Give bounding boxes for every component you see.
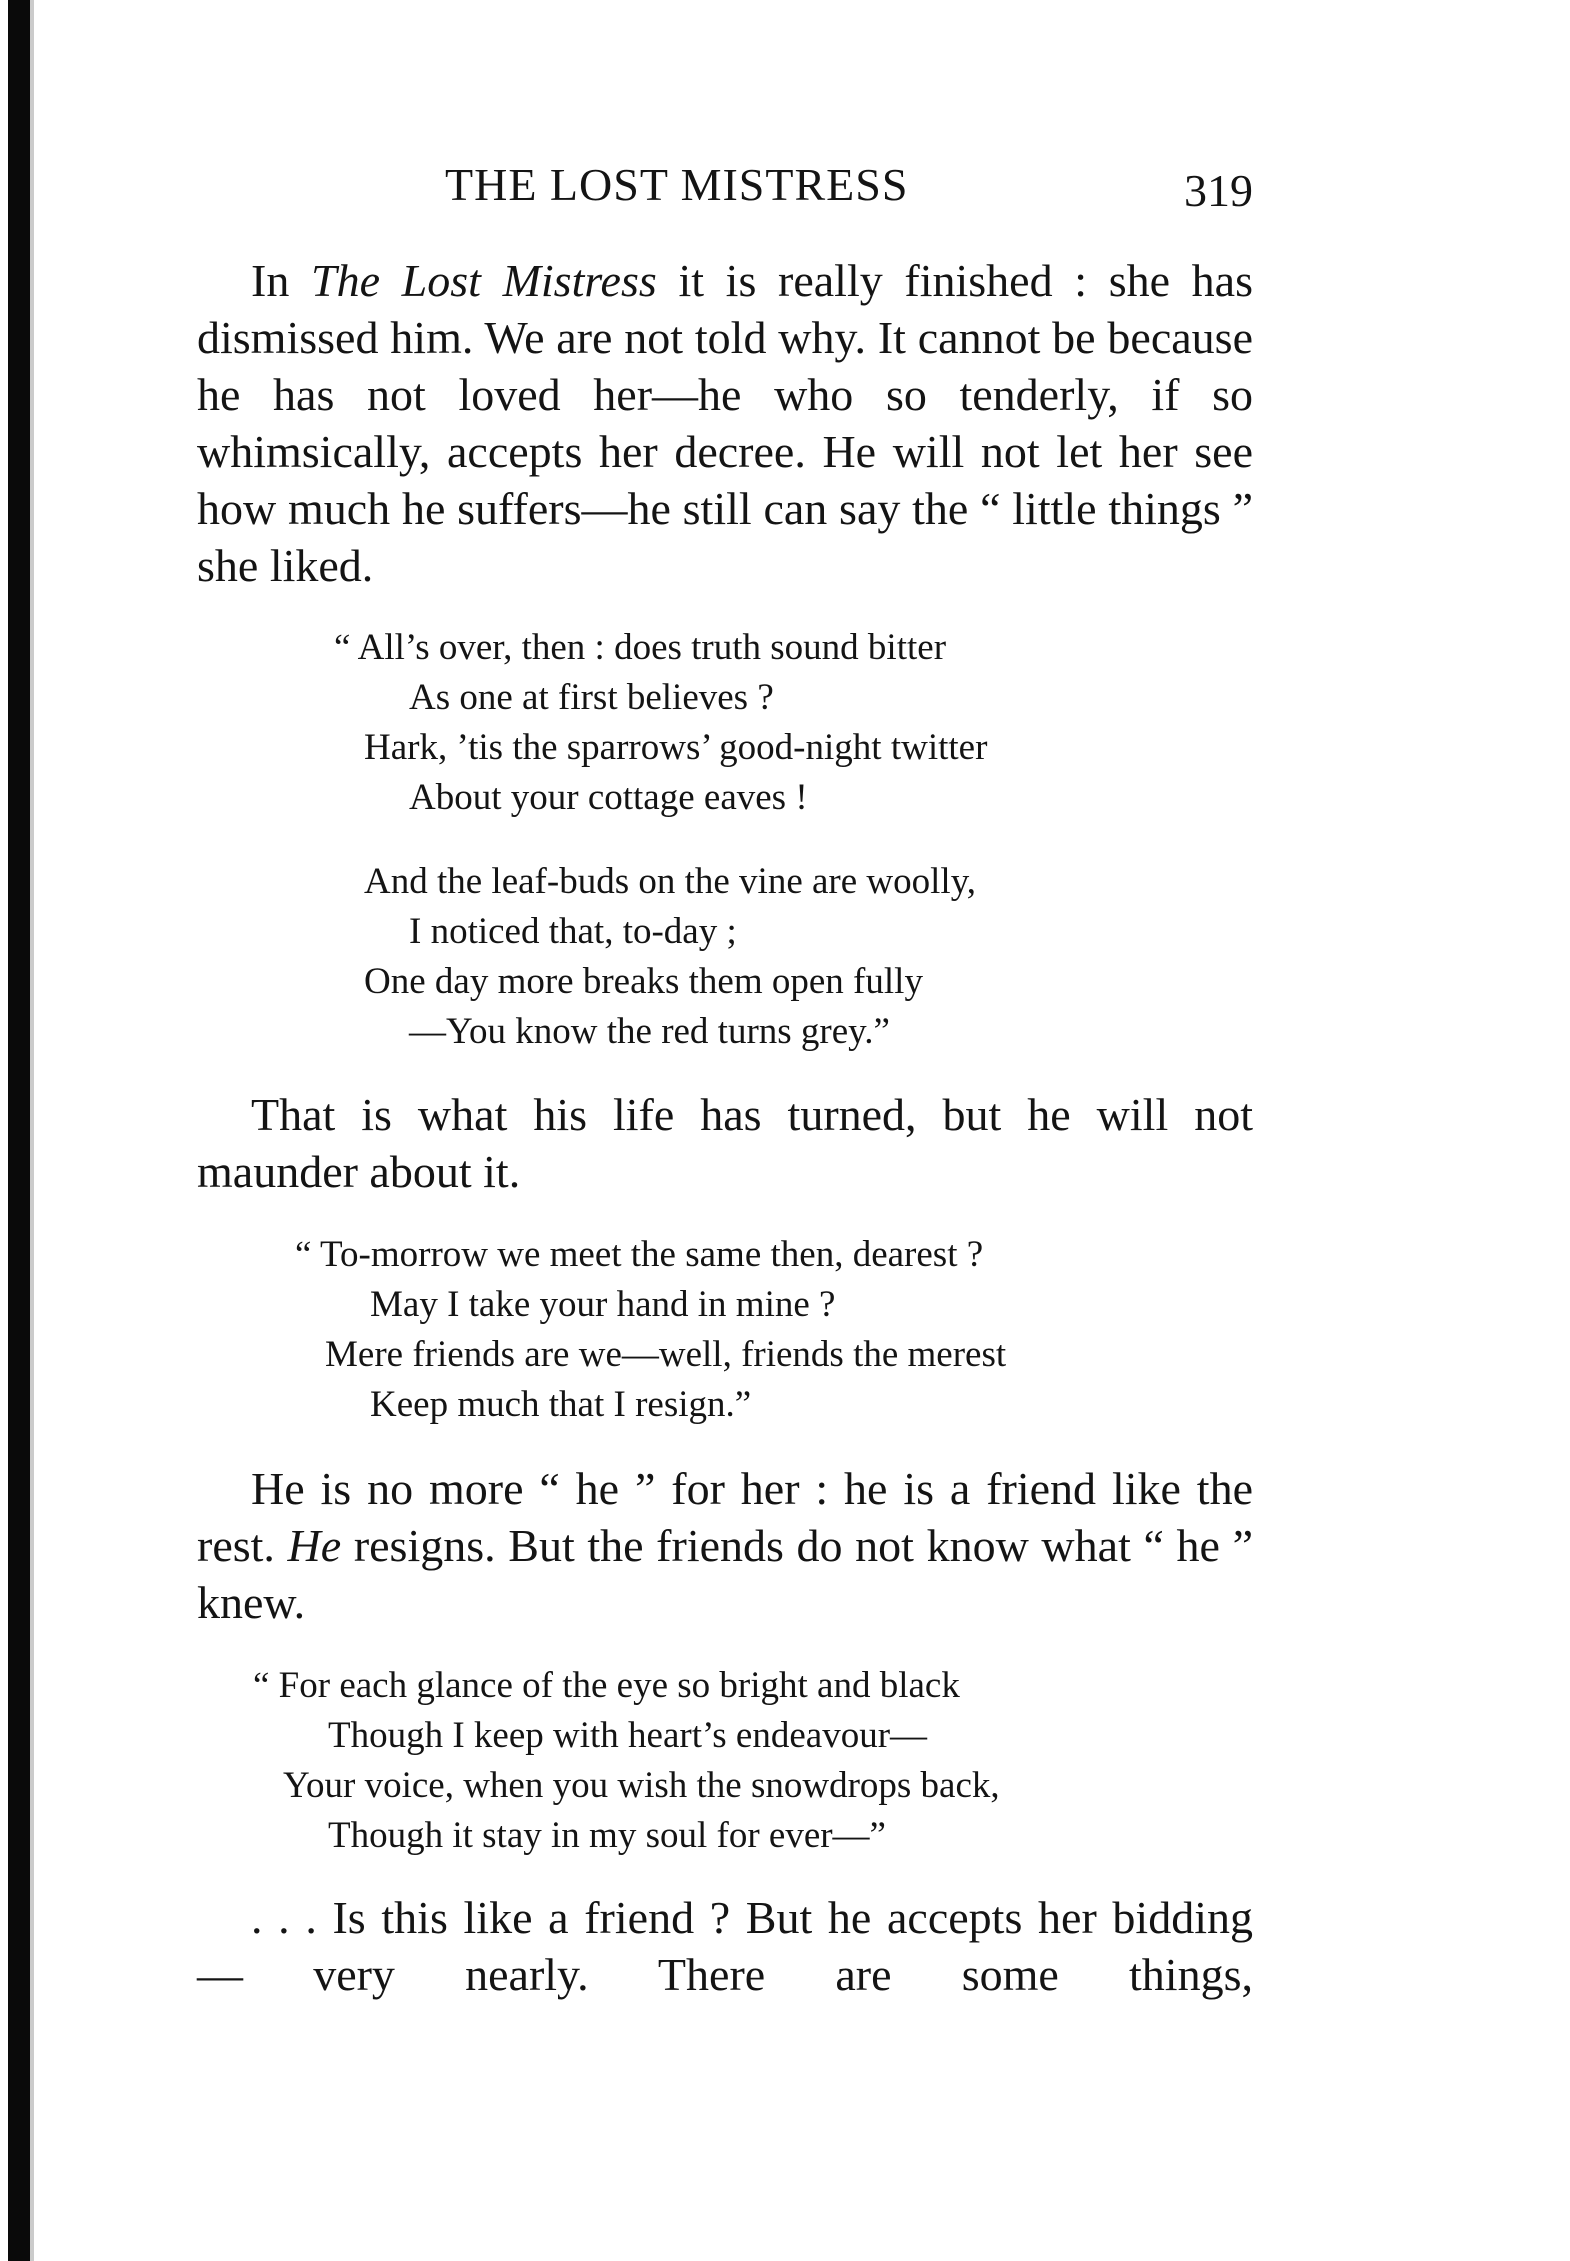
paragraph-1 xyxy=(197,252,1253,594)
verse-block-2 xyxy=(295,1230,1253,1430)
verse-line: “ For each glance of the eye so bright and black xyxy=(253,1665,960,1706)
verse-line: As one at first believes ? xyxy=(409,677,774,718)
verse-line: Keep much that I resign.” xyxy=(370,1384,752,1425)
paragraph-3 xyxy=(197,1460,1253,1631)
he-italic: He xyxy=(287,1520,342,1571)
verse-line: Mere friends are we—well, friends the merest xyxy=(325,1334,1007,1375)
verse-line: One day more breaks them open fully xyxy=(364,961,923,1002)
paragraph-4 xyxy=(197,1889,1253,2003)
verse-line: —You know the red turns grey.” xyxy=(409,1011,890,1052)
verse-block-1 xyxy=(334,623,1253,1057)
verse-line: Though I keep with heart’s endeavour— xyxy=(328,1715,928,1756)
verse-block-3 xyxy=(253,1661,1253,1861)
paragraph-3-rest: resigns. But the friends do not know what “ he ” knew. xyxy=(197,1520,1253,1628)
verse-line: “ To-morrow we meet the same then, dearest ? xyxy=(295,1234,984,1275)
running-head xyxy=(197,150,1253,230)
verse-line: And the leaf-buds on the vine are woolly, xyxy=(364,861,977,902)
book-page xyxy=(197,150,1253,2003)
page-number: 319 xyxy=(1184,165,1253,216)
paragraph-3-start: He is no more “ he ” for her : he is a friend like the rest. xyxy=(197,1463,1253,1571)
paragraph-1-rest: it is really finished : she has dismissed him. We are not told why. It cannot be because he has not loved her—he who so tenderly, if so whimsically, accepts her decree. He will not let her see how much he suffers—he still can say the “ little things ” she liked. xyxy=(197,255,1253,591)
verse-line: I noticed that, to-day ; xyxy=(409,911,737,952)
poem-title-italic: The Lost Mistress xyxy=(310,255,657,306)
page-binding-shadow xyxy=(30,0,34,2261)
page-binding-edge xyxy=(8,0,30,2261)
paragraph-2-text: That is what his life has turned, but he will not maunder about it. xyxy=(197,1089,1253,1197)
paragraph-4-text: . . . Is this like a friend ? But he accepts her bidding — very nearly. There are some things, xyxy=(197,1892,1253,2000)
verse-line: May I take your hand in mine ? xyxy=(370,1284,836,1325)
verse-line: Though it stay in my soul for ever—” xyxy=(328,1815,886,1856)
stanza-gap xyxy=(334,823,1253,857)
verse-line: Hark, ’tis the sparrows’ good-night twitter xyxy=(364,727,988,768)
verse-line: About your cottage eaves ! xyxy=(409,777,808,818)
verse-line: Your voice, when you wish the snowdrops back, xyxy=(283,1765,1000,1806)
paragraph-2 xyxy=(197,1086,1253,1200)
verse-line: “ All’s over, then : does truth sound bitter xyxy=(334,627,947,668)
paragraph-1-start: In xyxy=(251,255,311,306)
running-title: THE LOST MISTRESS xyxy=(445,159,909,210)
